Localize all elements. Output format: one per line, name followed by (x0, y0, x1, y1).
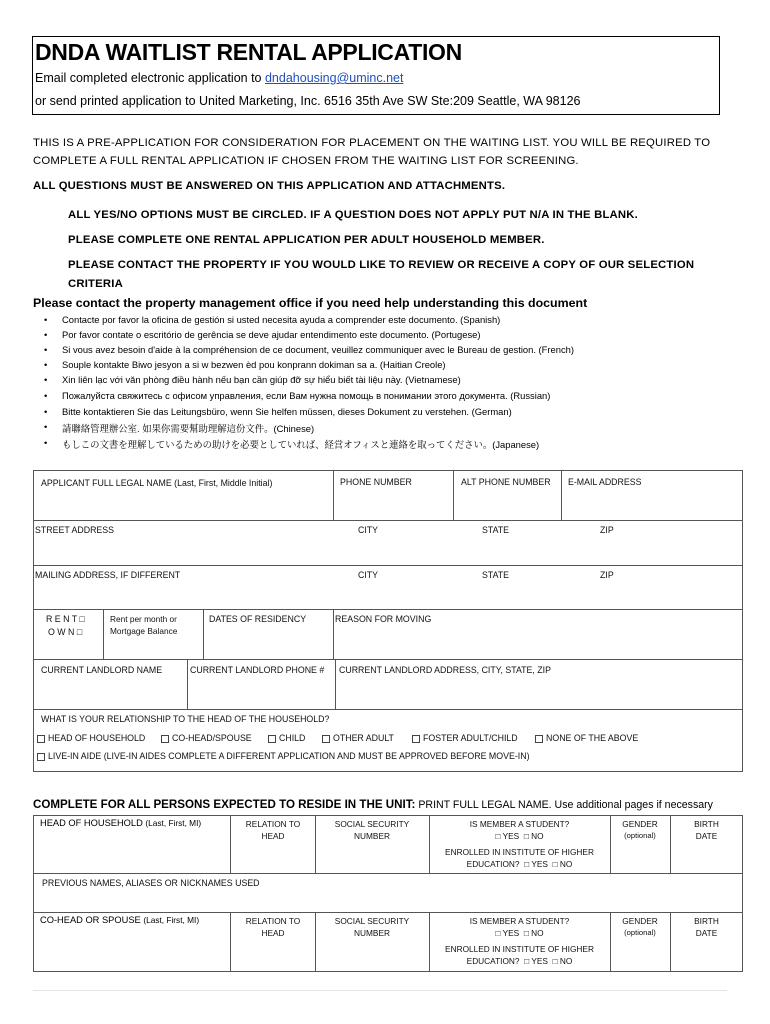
rel-aide-label: LIVE-IN AIDE (LIVE-IN AIDES COMPLETE A DIFFERENT APPLICATION AND MUST BE APPROVED BEFORE MOVE-IN) (48, 751, 530, 761)
contact-notice-line-2: CRITERIA (68, 278, 123, 290)
cohead-birth-line1: BIRTH (694, 916, 719, 926)
hoh-student-yes-checkbox[interactable]: □ (495, 831, 501, 841)
rent-per-month-text: Rent per month or (110, 614, 177, 624)
rel-option-cohead[interactable] (161, 733, 252, 743)
hoh-gender-title: GENDER (622, 819, 658, 829)
rel-child-label: CHILD (279, 733, 306, 743)
rel-child-checkbox[interactable] (268, 735, 276, 743)
cohead-birth-line2: DATE (695, 928, 718, 938)
rel-foster-label: FOSTER ADULT/CHILD (423, 733, 518, 743)
own-option[interactable] (48, 627, 82, 637)
hoh-relation-label (232, 818, 314, 842)
intro-line-2: COMPLETE A FULL RENTAL APPLICATION IF CHOSEN FROM THE WAITING LIST FOR SCREENING. (33, 155, 579, 167)
dates-residency-label: DATES OF RESIDENCY (209, 614, 307, 624)
landlord-name-label: CURRENT LANDLORD NAME (41, 665, 163, 675)
previous-names-label: PREVIOUS NAMES, ALIASES OR NICKNAMES USED (42, 878, 260, 888)
mailing-state-label: STATE (482, 570, 510, 580)
rel-option-none[interactable] (535, 733, 638, 743)
cohead-student-yes: YES (502, 928, 520, 938)
hoh-student-no: NO (531, 831, 544, 841)
language-item-vietnamese: • Xin liên lạc với văn phòng điều hành nếu bạn cần giúp đỡ sự hiểu biết tài liệu này. (Vietnamese) (62, 374, 461, 385)
help-heading: Please contact the property management office if you need help understanding this document (33, 296, 588, 310)
reason-moving-label: REASON FOR MOVING (335, 614, 432, 624)
cohead-gender-optional: (optional) (624, 928, 656, 937)
cohead-birth-label (672, 915, 741, 939)
persons-heading-rest: PRINT FULL LEGAL NAME. Use additional pages if necessary (415, 799, 713, 811)
landlord-phone-label: CURRENT LANDLORD PHONE # (190, 665, 325, 675)
applicant-name-label: APPLICANT FULL LEGAL NAME (Last, First, Middle Initial) (41, 478, 273, 488)
cohead-student-question: IS MEMBER A STUDENT? (469, 916, 570, 926)
rel-option-hoh[interactable] (37, 733, 145, 743)
cohead-student-no-checkbox[interactable]: □ (523, 928, 529, 938)
mortgage-balance-text: Mortgage Balance (110, 626, 178, 636)
street-state-label: STATE (482, 525, 510, 535)
hoh-name-label (40, 818, 201, 828)
rent-option[interactable] (46, 614, 85, 624)
hoh-name-title: HEAD OF HOUSEHOLD (40, 818, 143, 828)
hoh-name-hint: (Last, First, MI) (145, 818, 202, 828)
page-bottom-divider (33, 990, 727, 991)
rel-cohead-label: CO-HEAD/SPOUSE (172, 733, 252, 743)
language-item-french: • Si vous avez besoin d'aide à la compréhension de ce document, veuillez communiquer avec le Bureau de gestion. (French) (62, 344, 574, 355)
email-label: E-MAIL ADDRESS (568, 477, 642, 487)
relationship-question: WHAT IS YOUR RELATIONSHIP TO THE HEAD OF THE HOUSEHOLD? (41, 714, 330, 724)
hoh-student-question: IS MEMBER A STUDENT? (469, 819, 570, 829)
rel-foster-checkbox[interactable] (412, 735, 420, 743)
hoh-ssn-line2: NUMBER (354, 831, 390, 841)
email-instruction (35, 71, 403, 85)
rel-cohead-checkbox[interactable] (161, 735, 169, 743)
hoh-enrolled-no: NO (559, 859, 573, 869)
cohead-student-no: NO (531, 928, 544, 938)
persons-heading-bold: COMPLETE FOR ALL PERSONS EXPECTED TO RESIDE IN THE UNIT: (33, 798, 416, 811)
header-box (32, 36, 720, 115)
hoh-enrolled-line2: EDUCATION? (466, 859, 520, 869)
rent-mortgage-label (110, 613, 177, 637)
hoh-enrolled-yes: YES (531, 859, 548, 869)
previous-names-field[interactable] (36, 890, 736, 910)
cohead-name-hint: (Last, First, MI) (143, 915, 200, 925)
email-field[interactable] (565, 492, 739, 516)
cohead-ssn-line1: SOCIAL SECURITY (334, 916, 410, 926)
language-item-haitian-creole: • Souple kontakte Biwo jesyon a si w bezwen èd pou konprann dokiman sa a. (Haitian Creole) (62, 359, 446, 370)
rel-none-checkbox[interactable] (535, 735, 543, 743)
street-address-field[interactable] (36, 540, 736, 562)
cohead-gender-title: GENDER (622, 916, 658, 926)
hoh-birth-label (672, 818, 741, 842)
hoh-enrolled-yes-checkbox[interactable]: □ (524, 859, 530, 869)
mailing-city-label: CITY (358, 570, 379, 580)
rel-option-live-in-aide[interactable] (37, 751, 530, 761)
persons-heading (33, 798, 713, 811)
intro-line-1: THIS IS A PRE-APPLICATION FOR CONSIDERATION FOR PLACEMENT ON THE WAITING LIST. YOU WILL BE REQUIRED TO (33, 137, 711, 149)
mailing-label: MAILING ADDRESS, IF DIFFERENT (35, 570, 181, 580)
cohead-enrolled-no-checkbox[interactable]: □ (552, 956, 558, 966)
cohead-enrolled-no: NO (559, 956, 573, 966)
cohead-enrolled-yes: YES (531, 956, 548, 966)
contact-notice-line-1: PLEASE CONTACT THE PROPERTY IF YOU WOULD LIKE TO REVIEW OR RECEIVE A COPY OF OUR SELECTION (68, 259, 695, 271)
hoh-student-no-checkbox[interactable]: □ (523, 831, 529, 841)
rel-option-child[interactable] (268, 733, 305, 743)
hoh-gender-label (612, 818, 668, 842)
rent-checkbox[interactable]: □ (79, 614, 85, 624)
rel-hoh-label: HEAD OF HOUSEHOLD (48, 733, 146, 743)
cohead-student-label (431, 915, 608, 939)
hoh-enrolled-no-checkbox[interactable]: □ (552, 859, 558, 869)
cohead-enrolled-line1: ENROLLED IN INSTITUTE OF HIGHER (445, 944, 594, 954)
cohead-ssn-label (317, 915, 427, 939)
cohead-name-label (40, 915, 199, 925)
hoh-enrolled-label (431, 846, 608, 870)
street-city-label: CITY (358, 525, 379, 535)
language-item-russian: • Пожалуйста свяжитесь с офисом управления, если Вам нужна помощь в понимании этого документа. (Russian) (62, 390, 550, 401)
street-zip-label: ZIP (600, 525, 614, 535)
cohead-name-title: CO-HEAD OR SPOUSE (40, 915, 141, 925)
alt-phone-field[interactable] (457, 492, 557, 516)
hoh-ssn-line1: SOCIAL SECURITY (334, 819, 410, 829)
rel-aide-checkbox[interactable] (37, 753, 45, 761)
cohead-student-yes-checkbox[interactable]: □ (495, 928, 501, 938)
applicant-name-field[interactable] (37, 492, 329, 516)
rent-label: R E N T (46, 614, 77, 624)
mailing-zip-label: ZIP (600, 570, 614, 580)
cohead-relation-label (232, 915, 314, 939)
language-item-chinese: • 請聯絡管理辦公室. 如果你需要幫助理解這份文件。(Chinese) (62, 421, 314, 435)
hoh-birth-line1: BIRTH (694, 819, 719, 829)
cohead-gender-label (612, 915, 668, 939)
alt-phone-label: ALT PHONE NUMBER (461, 477, 551, 487)
street-label: STREET ADDRESS (35, 525, 115, 535)
cohead-enrolled-label (431, 943, 608, 967)
landlord-address-label: CURRENT LANDLORD ADDRESS, CITY, STATE, ZIP (339, 665, 551, 675)
cohead-enrolled-yes-checkbox[interactable]: □ (524, 956, 530, 966)
all-questions-notice: ALL QUESTIONS MUST BE ANSWERED ON THIS APPLICATION AND ATTACHMENTS. (33, 180, 506, 192)
yes-no-notice: ALL YES/NO OPTIONS MUST BE CIRCLED. IF A QUESTION DOES NOT APPLY PUT N/A IN THE BLANK. (68, 209, 638, 221)
language-item-japanese: • もしこの文書を理解しているための助けを必要としていれば、経営オフィスと連絡を取ってください。(Japanese) (62, 437, 539, 451)
cohead-ssn-line2: NUMBER (354, 928, 390, 938)
rel-other-adult-label: OTHER ADULT (333, 733, 394, 743)
email-link[interactable]: dndahousing@uminc.net (264, 71, 404, 85)
language-item-german: • Bitte kontaktieren Sie das Leitungsbüro, wenn Sie helfen müssen, dieses Dokument zu verstehen. (German) (62, 406, 512, 417)
hoh-ssn-label (317, 818, 427, 842)
mail-instruction: or send printed application to United Marketing, Inc. 6516 35th Ave SW Ste:209 Seattle, WA 98126 (35, 94, 581, 108)
email-instruction-text: Email completed electronic application to (35, 71, 265, 85)
hoh-relation-line1: RELATION TO (245, 819, 301, 829)
hoh-birth-line2: DATE (695, 831, 718, 841)
language-item-portuguese: • Por favor contate o escritório de gerência se deve ajudar entendimento este documento. (Portugese) (62, 329, 480, 340)
rel-hoh-checkbox[interactable] (37, 735, 45, 743)
cohead-relation-line1: RELATION TO (245, 916, 301, 926)
hoh-enrolled-line1: ENROLLED IN INSTITUTE OF HIGHER (445, 847, 594, 857)
hoh-relation-line2: HEAD (261, 831, 285, 841)
page-title: DNDA WAITLIST RENTAL APPLICATION (35, 39, 462, 65)
hoh-student-yes: YES (502, 831, 520, 841)
rel-option-other-adult[interactable] (322, 733, 394, 743)
phone-label: PHONE NUMBER (340, 477, 412, 487)
language-item-spanish: • Contacte por favor la oficina de gestión si usted necesita ayuda a comprender este documento. (Spanish) (62, 314, 500, 325)
phone-field[interactable] (337, 492, 449, 516)
one-per-adult-notice: PLEASE COMPLETE ONE RENTAL APPLICATION PER ADULT HOUSEHOLD MEMBER. (68, 234, 545, 246)
rel-option-foster[interactable] (412, 733, 518, 743)
own-checkbox[interactable]: □ (76, 627, 83, 637)
own-label: O W N (48, 627, 75, 637)
hoh-student-label (431, 818, 608, 842)
mailing-address-field[interactable] (36, 584, 736, 606)
cohead-relation-line2: HEAD (261, 928, 285, 938)
rel-none-label: NONE OF THE ABOVE (546, 733, 639, 743)
rel-other-adult-checkbox[interactable] (322, 735, 330, 743)
hoh-gender-optional: (optional) (624, 831, 656, 840)
cohead-enrolled-line2: EDUCATION? (466, 956, 520, 966)
